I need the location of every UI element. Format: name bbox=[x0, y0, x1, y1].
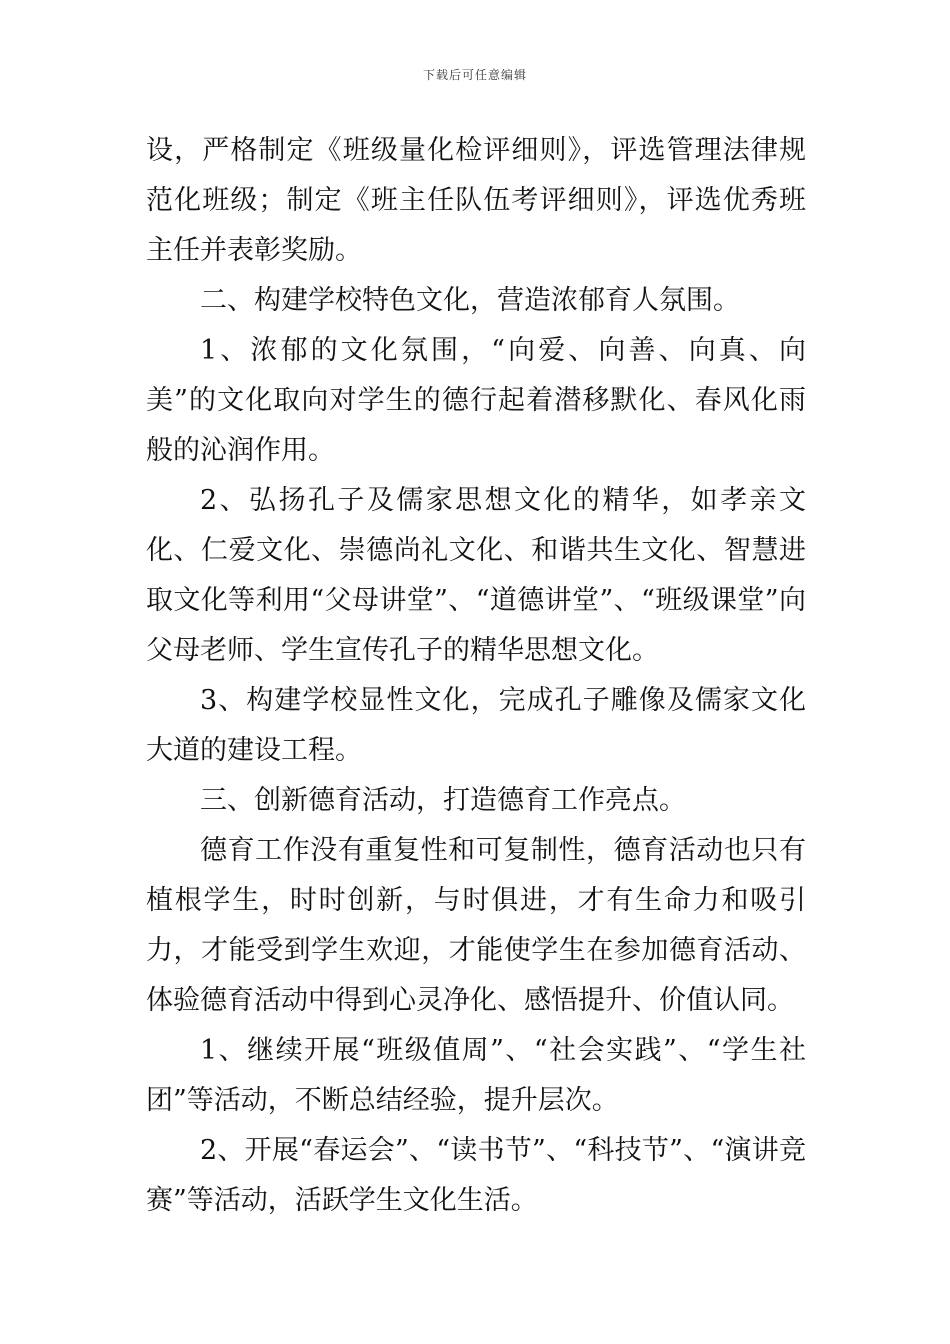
document-body bbox=[146, 126, 806, 1226]
section-heading-3: 三、创新德育活动，打造德育工作亮点。 bbox=[200, 785, 686, 816]
paragraph-item: 2、弘扬孔子及儒家思想文化的精华，如孝亲文化、仁爱文化、崇德尚礼文化、和谐共生文化、智慧进取文化等利用“父母讲堂”、“道德讲堂”、“班级课堂”向父母老师、学生宣传孔子的精华思想文化。 bbox=[146, 485, 806, 666]
header-note: 下载后可任意编辑 bbox=[422, 68, 527, 82]
paragraph-item: 2、开展“春运会”、“读书节”、“科技节”、“演讲竞赛”等活动，活跃学生文化生活。 bbox=[146, 1135, 806, 1216]
paragraph-item: 3、构建学校显性文化，完成孔子雕像及儒家文化大道的建设工程。 bbox=[146, 685, 806, 766]
paragraph-item: 1、浓郁的文化氛围，“向爱、向善、向真、向美”的文化取向对学生的德行起着潜移默化、春风化雨般的沁润作用。 bbox=[146, 335, 806, 466]
section-heading-2: 二、构建学校特色文化，营造浓郁育人氛围。 bbox=[200, 285, 740, 316]
paragraph-body: 德育工作没有重复性和可复制性，德育活动也只有植根学生，时时创新，与时俱进，才有生命力和吸引力，才能受到学生欢迎，才能使学生在参加德育活动、体验德育活动中得到心灵净化、感悟提升、价值认同。 bbox=[146, 835, 806, 1016]
paragraph-item: 1、继续开展“班级值周”、“社会实践”、“学生社团”等活动，不断总结经验，提升层次。 bbox=[146, 1035, 806, 1116]
paragraph-continuation: 设，严格制定《班级量化检评细则》，评选管理法律规范化班级；制定《班主任队伍考评细则》，评选优秀班主任并表彰奖励。 bbox=[146, 135, 806, 266]
